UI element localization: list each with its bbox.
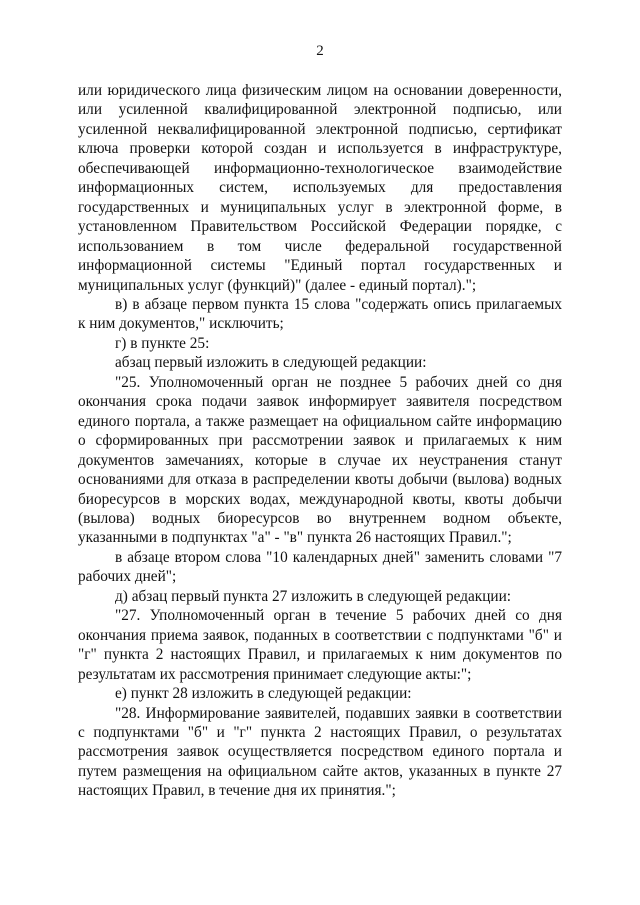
paragraph-point-27: "27. Уполномоченный орган в течение 5 рабочих дней со дня окончания приема заявок, поданных в соответствии с подпунктами "б" и "г" пункта 2 настоящих Правил, и прилагаемых к ним документов по результатам их рассмотрения принимает следующие акты:"; [78, 607, 562, 683]
paragraph-item-e: е) пункт 28 изложить в следующей редакции: [115, 685, 412, 703]
paragraph-item-d: д) абзац первый пункта 27 изложить в следующей редакции: [115, 587, 512, 605]
paragraph-item-g: г) в пункте 25: [115, 334, 210, 352]
paragraph-point-28: "28. Информирование заявителей, подавших заявки в соответствии с подпунктами "б" и "г" пункта 2 настоящих Правил, о результатах рассмотрения заявок осуществляется посредством единого портала и путем размещения на официальном сайте актов, указанных в пункте 27 настоящих Правил, в течение дня их принятия."; [78, 704, 562, 800]
paragraph-point-25: "25. Уполномоченный орган не позднее 5 рабочих дней со дня окончания срока подачи заявок информирует заявителя посредством единого портала, а также размещает на официальном сайте информацию о сформированных при рассмотрении заявок и прилагаемых к ним документов замечаниях, которые в случае их неустранения станут основаниями для отказа в распределении квоты добычи (вылова) водных биоресурсов в морских водах, международной квоты, квоты добычи (вылова) водных биоресурсов во внутреннем водном объекте, указанными в подпунктах "а" - "в" пункта 26 настоящих Правил."; [78, 373, 562, 547]
paragraph-continuation: или юридического лица физическим лицом на основании доверенности, или усиленной квалифицированной электронной подписью, или усиленной неквалифицированной электронной подписью, сертификат ключа проверки которой создан и используется в инфраструктуре, обеспечивающей информационно-технологическое взаимодействие информационных систем, используемых для предоставления государственных и муниципальных услуг в электронной форме, в установленном Правительством Российской Федерации порядке, с использованием в том числе федеральной государственной информационной системы "Единый портал государственных и муниципальных услуг (функций)" (далее - единый портал)."; [78, 82, 562, 294]
document-body [78, 81, 562, 801]
paragraph-second-abzac: в абзаце втором слова "10 календарных дней" заменить словами "7 рабочих дней"; [78, 548, 562, 586]
page-number: 2 [316, 43, 324, 59]
paragraph-item-v: в) в абзаце первом пункта 15 слова "содержать опись прилагаемых к ним документов," исключить; [78, 295, 562, 333]
paragraph-first-abzac: абзац первый изложить в следующей редакции: [115, 354, 427, 372]
